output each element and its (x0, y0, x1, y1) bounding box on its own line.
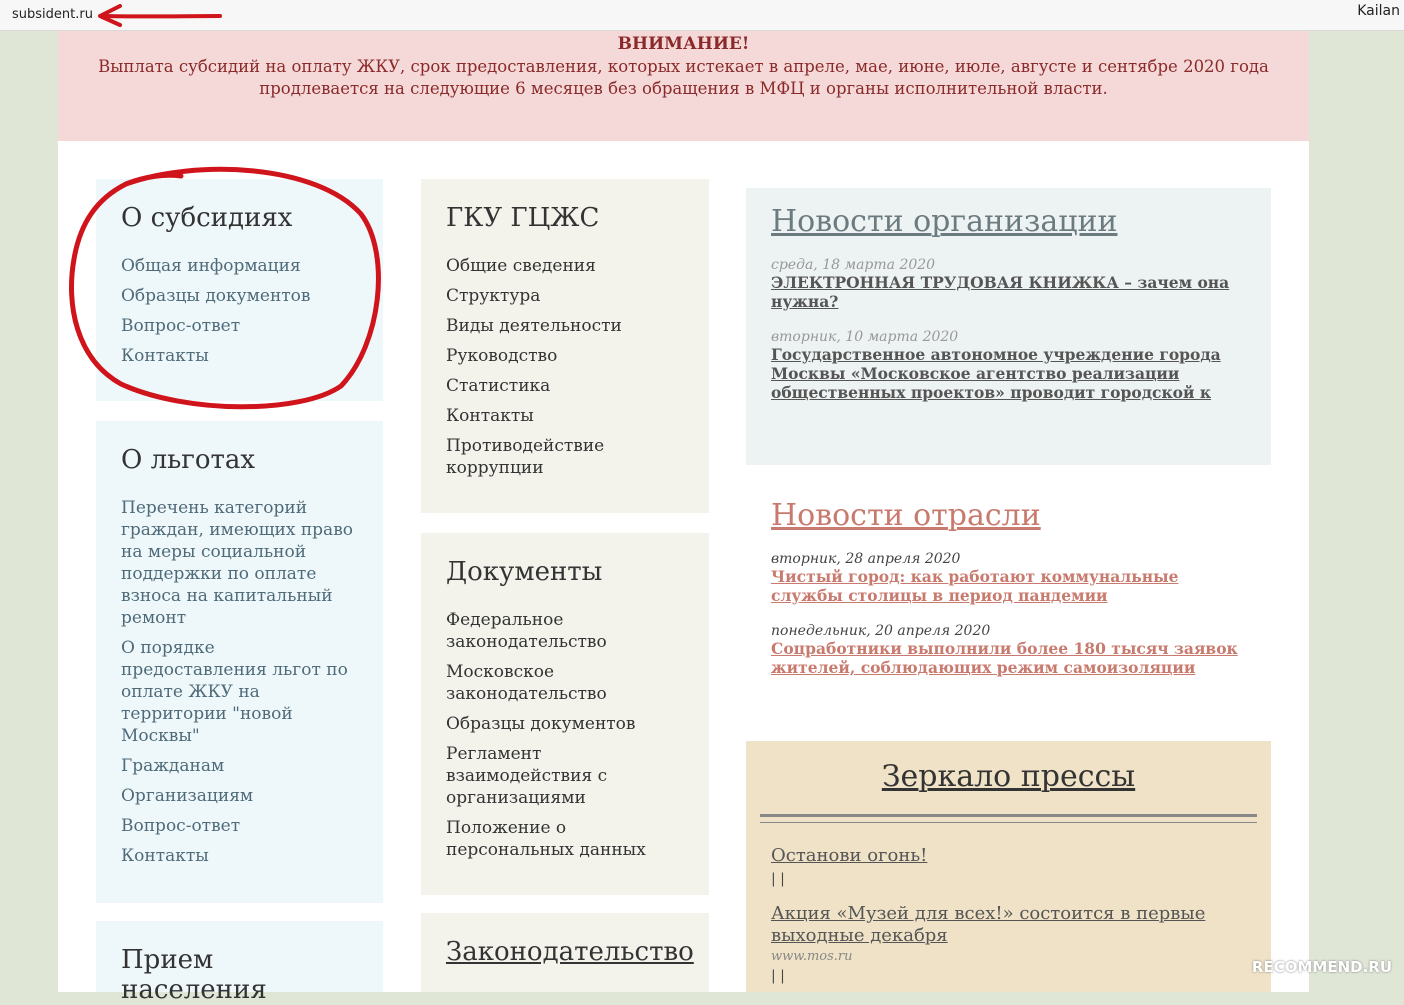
benefits-link-organizations[interactable]: Организациям (121, 786, 254, 806)
benefits-title: О льготах (121, 445, 256, 475)
benefits-link-new-moscow[interactable]: О порядке предоставления льгот по оплате ЖКУ на территории "новой Москвы" (121, 638, 348, 746)
documents-title: Документы (446, 557, 603, 587)
news-date: вторник, 10 марта 2020 (771, 329, 959, 345)
benefits-link-citizens[interactable]: Гражданам (121, 756, 225, 776)
news-link[interactable]: Соцработники выполнили более 180 тысяч заявок жителей, соблюдающих режим самоизоляции (771, 639, 1238, 677)
news-item (771, 623, 1246, 677)
industry-news-panel (746, 482, 1271, 707)
documents-link-samples[interactable]: Образцы документов (446, 714, 636, 734)
gku-link-anticorruption[interactable]: Противодействие коррупции (446, 436, 605, 478)
annotation-arrow-icon (92, 2, 224, 28)
benefits-link-contacts[interactable]: Контакты (121, 846, 209, 866)
subsidies-title: О субсидиях (121, 203, 293, 233)
press-link[interactable]: Останови огонь! (771, 845, 928, 866)
alert-message: Выплата субсидий на оплату ЖКУ, срок предоставления, которых истекает в апреле, мае, июне, июле, августе и сентябре 2020 года продлевается на следующие 6 месяцев без обращения в МФЦ и органы исполнительной власти. (98, 57, 1269, 98)
benefits-panel (96, 421, 383, 903)
documents-link-moscow[interactable]: Московское законодательство (446, 662, 607, 704)
press-panel (746, 741, 1271, 992)
browser-user-name[interactable]: Kailan (1357, 3, 1400, 19)
annotation-circle-icon (66, 164, 386, 414)
documents-link-regulation[interactable]: Регламент взаимодействия с организациями (446, 744, 608, 808)
press-item (760, 903, 1257, 984)
gku-link-activities[interactable]: Виды деятельности (446, 316, 622, 336)
gku-panel (421, 179, 709, 513)
subsidies-link-faq[interactable]: Вопрос-ответ (121, 316, 241, 336)
press-link[interactable]: Акция «Музей для всех!» состоится в первые выходные декабря (771, 903, 1206, 946)
press-item (760, 845, 1257, 887)
org-news-panel (746, 188, 1271, 465)
watermark-logo: RECOMMEND.RU (1251, 958, 1392, 976)
news-link[interactable]: Государственное автономное учреждение города Москвы «Московское агентство реализации общественных проектов» проводит городской к (771, 345, 1221, 402)
alert-title: ВНИМАНИЕ! (617, 34, 750, 54)
news-date: вторник, 28 апреля 2020 (771, 551, 961, 567)
press-bars: | | (771, 968, 785, 984)
news-item (771, 551, 1246, 605)
benefits-link-categories[interactable]: Перечень категорий граждан, имеющих право на меры социальной поддержки по оплате взноса на капитальный ремонт (121, 498, 353, 628)
news-item (771, 257, 1246, 311)
news-item (771, 329, 1246, 402)
news-link[interactable]: Чистый город: как работают коммунальные службы столицы в период пандемии (771, 567, 1179, 605)
legislation-panel (421, 913, 709, 992)
documents-panel (421, 533, 709, 895)
documents-link-personal-data[interactable]: Положение о персональных данных (446, 818, 646, 860)
legislation-title[interactable]: Законодательство (446, 937, 694, 967)
press-source: www.mos.ru (771, 949, 853, 964)
org-news-title[interactable]: Новости организации (771, 204, 1118, 239)
browser-bar (0, 0, 1404, 31)
industry-news-title[interactable]: Новости отрасли (771, 498, 1041, 533)
subsidies-link-general[interactable]: Общая информация (121, 256, 301, 276)
news-date: среда, 18 марта 2020 (771, 257, 936, 273)
press-title[interactable]: Зеркало прессы (881, 759, 1136, 794)
reception-title: Прием населения (121, 945, 267, 1005)
press-bars: | | (771, 871, 785, 887)
gku-title: ГКУ ГЦЖС (446, 203, 600, 233)
subsidies-link-contacts[interactable]: Контакты (121, 346, 209, 366)
gku-link-structure[interactable]: Структура (446, 286, 541, 306)
benefits-link-faq[interactable]: Вопрос-ответ (121, 816, 241, 836)
subsidies-link-samples[interactable]: Образцы документов (121, 286, 311, 306)
address-bar-url[interactable]: subsident.ru (12, 7, 93, 22)
news-link[interactable]: ЭЛЕКТРОННАЯ ТРУДОВАЯ КНИЖКА – зачем она нужна? (771, 273, 1230, 311)
gku-link-statistics[interactable]: Статистика (446, 376, 551, 396)
gku-link-contacts[interactable]: Контакты (446, 406, 534, 426)
news-date: понедельник, 20 апреля 2020 (771, 623, 991, 639)
gku-link-management[interactable]: Руководство (446, 346, 558, 366)
alert-banner (58, 31, 1309, 141)
gku-link-general[interactable]: Общие сведения (446, 256, 596, 276)
documents-link-federal[interactable]: Федеральное законодательство (446, 610, 607, 652)
reception-panel (96, 921, 383, 1005)
press-divider (760, 814, 1257, 823)
